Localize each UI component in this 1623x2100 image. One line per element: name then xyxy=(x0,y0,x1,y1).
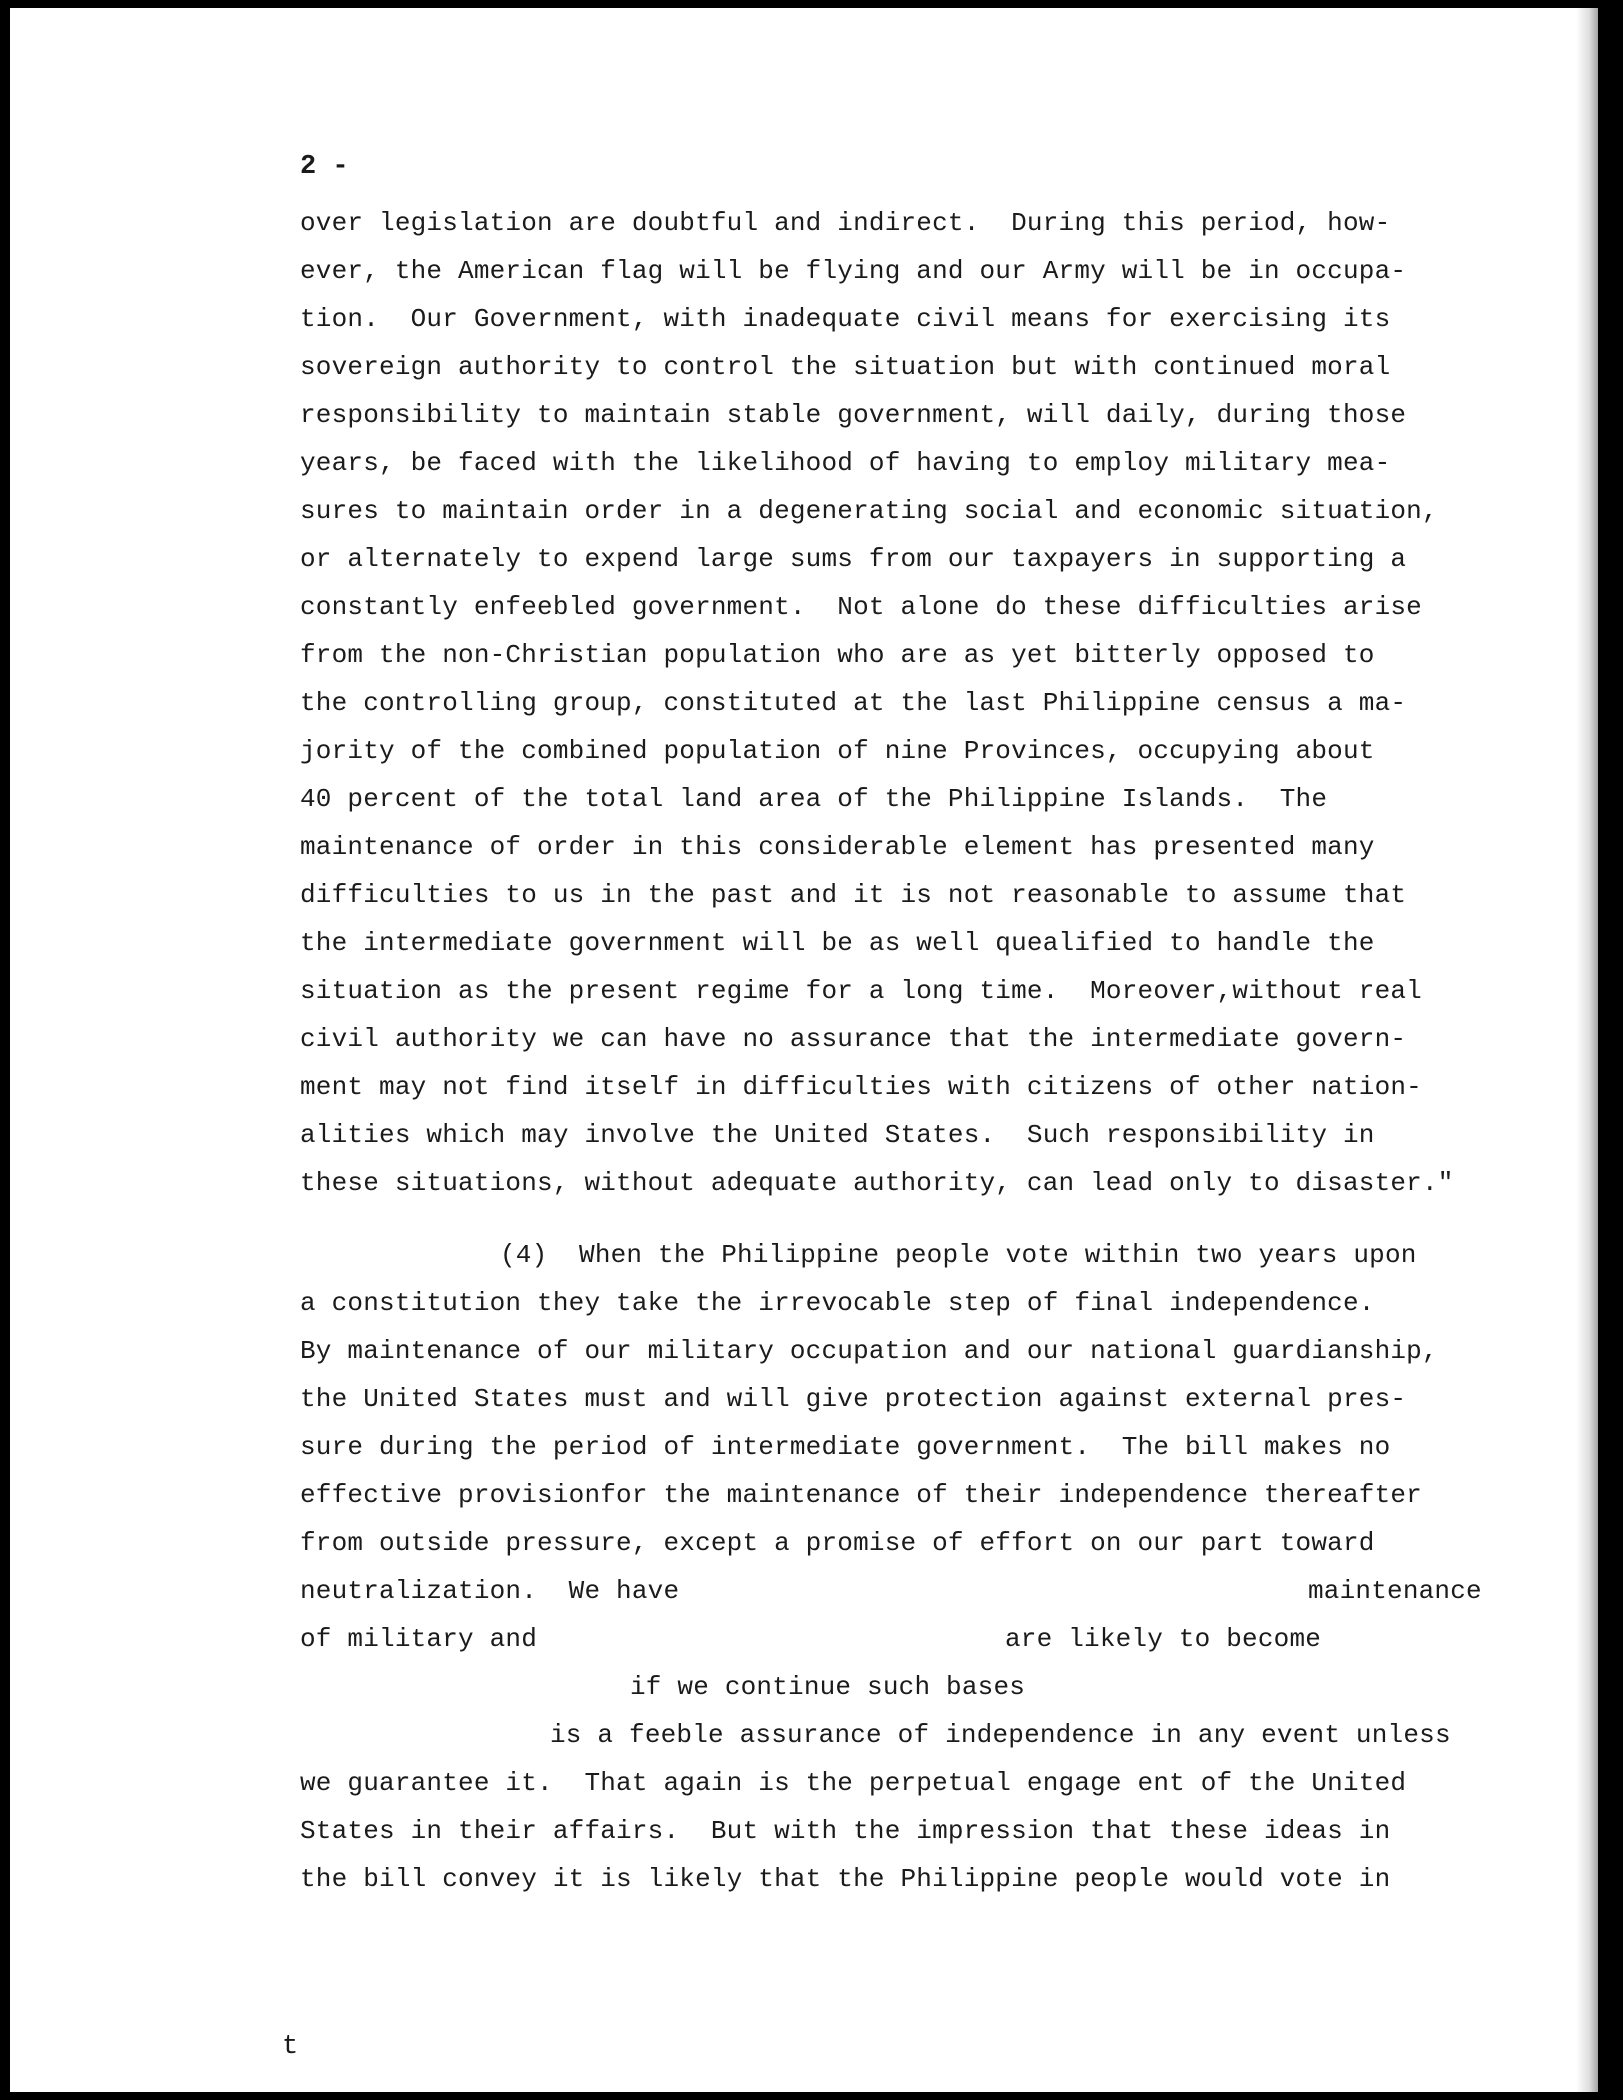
page-number: 2 - xyxy=(300,152,349,182)
text-line: a constitution they take the irrevocable step of final independence. xyxy=(300,1288,1375,1318)
text-line: By maintenance of our military occupation and our national guardianship, xyxy=(300,1336,1438,1366)
text-line-fragment: if we continue such bases xyxy=(630,1672,1026,1702)
text-line: over legislation are doubtful and indirect. During this period, how- xyxy=(300,208,1391,238)
text-line: difficulties to us in the past and it is not reasonable to assume that xyxy=(300,880,1407,910)
text-line: alities which may involve the United States. Such responsibility in xyxy=(300,1120,1375,1150)
text-line: situation as the present regime for a long time. Moreover,without real xyxy=(300,976,1422,1006)
text-line: the intermediate government will be as well quealified to handle the xyxy=(300,928,1375,958)
text-line: maintenance of order in this considerable element has presented many xyxy=(300,832,1375,862)
text-line: of military and xyxy=(300,1624,538,1654)
text-line: from outside pressure, except a promise of effort on our part toward xyxy=(300,1528,1375,1558)
document-page xyxy=(10,8,1598,2092)
text-line: sures to maintain order in a degenerating social and economic situation, xyxy=(300,496,1438,526)
text-line: these situations, without adequate authority, can lead only to disaster." xyxy=(300,1168,1454,1198)
text-line: we guarantee it. That again is the perpetual engage ent of the United xyxy=(300,1768,1407,1798)
text-line: sure during the period of intermediate government. The bill makes no xyxy=(300,1432,1391,1462)
text-line: States in their affairs. But with the impression that these ideas in xyxy=(300,1816,1391,1846)
text-line: the United States must and will give protection against external pres- xyxy=(300,1384,1407,1414)
text-line: or alternately to expend large sums from our taxpayers in supporting a xyxy=(300,544,1407,574)
text-line: ever, the American flag will be flying and our Army will be in occupa- xyxy=(300,256,1407,286)
text-line: effective provisionfor the maintenance of their independence thereafter xyxy=(300,1480,1422,1510)
footer-mark: t xyxy=(282,2032,299,2062)
text-line-fragment: are likely to become xyxy=(1005,1624,1322,1654)
text-line: tion. Our Government, with inadequate civil means for exercising its xyxy=(300,304,1391,334)
page-edge-shadow xyxy=(1576,8,1598,2092)
text-line: civil authority we can have no assurance that the intermediate govern- xyxy=(300,1024,1407,1054)
text-line: constantly enfeebled government. Not alone do these difficulties arise xyxy=(300,592,1422,622)
text-line: ment may not find itself in difficulties with citizens of other nation- xyxy=(300,1072,1422,1102)
text-line: the controlling group, constituted at the last Philippine census a ma- xyxy=(300,688,1407,718)
text-line: is a feeble assurance of independence in any event unless xyxy=(550,1720,1451,1750)
text-line: neutralization. We have xyxy=(300,1576,680,1606)
text-line: from the non-Christian population who are as yet bitterly opposed to xyxy=(300,640,1375,670)
text-line: the bill convey it is likely that the Philippine people would vote in xyxy=(300,1864,1391,1894)
text-line-fragment: maintenance xyxy=(1308,1576,1482,1606)
text-line: years, be faced with the likelihood of having to employ military mea- xyxy=(300,448,1391,478)
text-line: responsibility to maintain stable government, will daily, during those xyxy=(300,400,1407,430)
text-line: (4) When the Philippine people vote within two years upon xyxy=(500,1240,1417,1270)
text-line: 40 percent of the total land area of the Philippine Islands. The xyxy=(300,784,1328,814)
text-line: sovereign authority to control the situation but with continued moral xyxy=(300,352,1391,382)
text-line: jority of the combined population of nine Provinces, occupying about xyxy=(300,736,1375,766)
